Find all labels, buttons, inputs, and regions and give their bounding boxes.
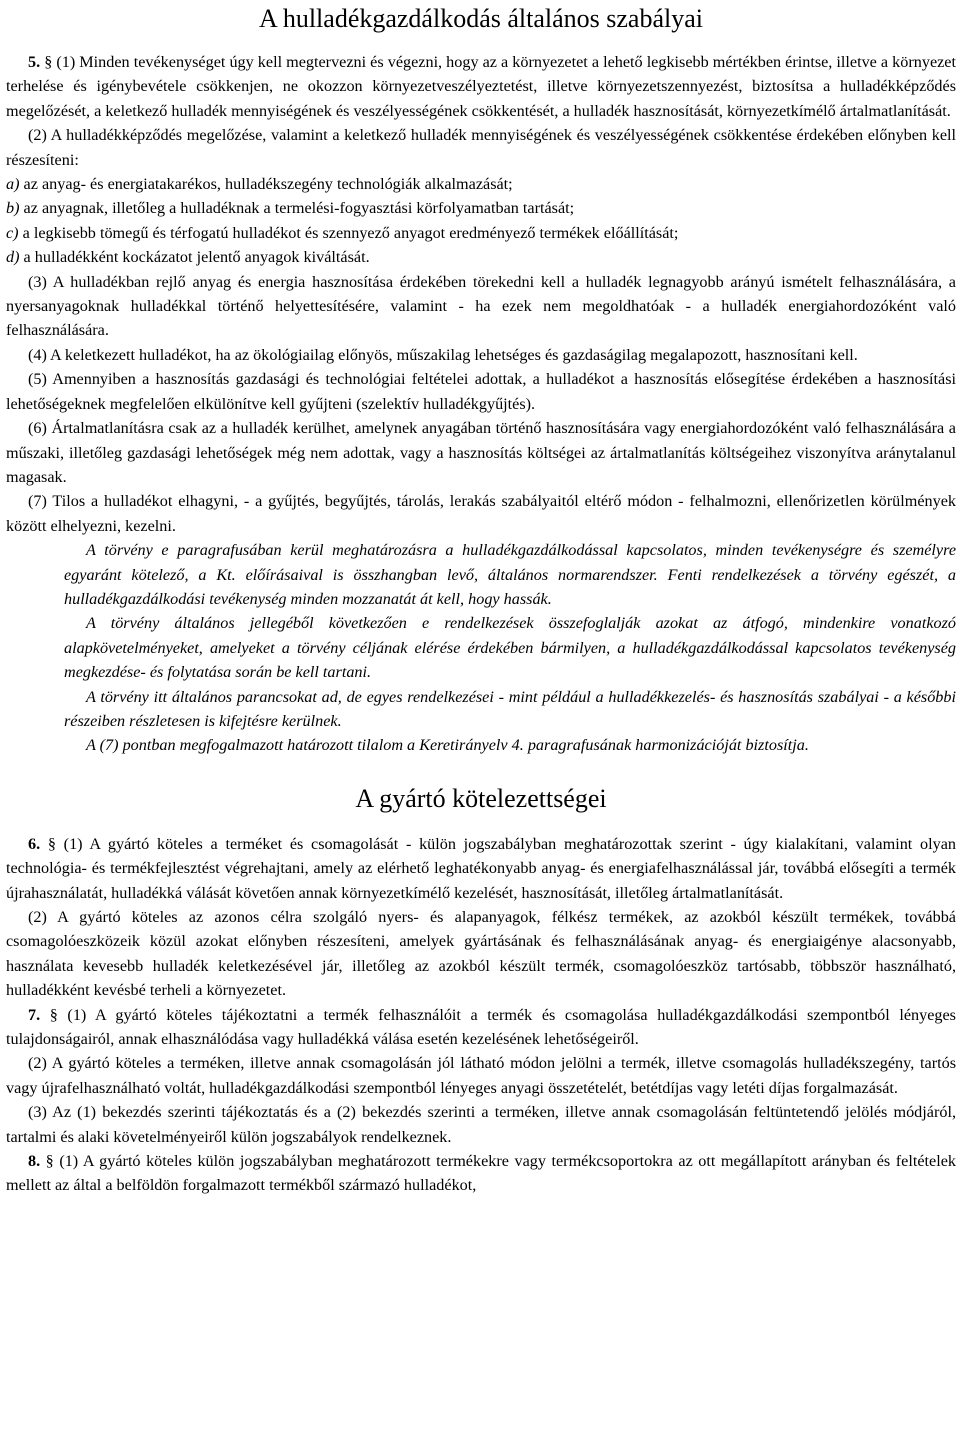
commentary-note: A (7) pontban megfogalmazott határozott tilalom a Keretirányelv 4. paragrafusának harmonizációját biztosítja. — [86, 736, 809, 755]
section-heading: A gyártó kötelezettségei — [355, 783, 607, 813]
paragraph-5-4: (4) A keletkezett hulladékot, ha az ökológiailag előnyös, műszakilag lehetséges és gazdaságilag megalapozott, hasznosítani kell. — [28, 345, 858, 364]
paragraph-8-1: 8. § (1) A gyártó köteles külön jogszabályban meghatározott termékekre vagy termékcsoportokra az ott megállapított arányban és feltételek mellett az által a belföldön forgalmazott termékből származó hulladékot, — [6, 1152, 956, 1195]
paragraph-5-3: (3) A hulladékban rejlő anyag és energia hasznosítása érdekében törekedni kell a hulladék legnagyobb arányú ismételt felhasználására, a nyersanyagoknak hulladékkal történő helyettesítésére, valamint - ha ezek nem megoldhatóak - a hulladék energiahordozóként való felhasználására. — [6, 272, 956, 340]
paragraph-6-2: (2) A gyártó köteles az azonos célra szolgáló nyers- és alapanyagok, félkész termékek, az azokból készült termékek, továbbá csomagolóeszközeik közül azokat előnyben részesíteni, amelyek gyártásának és felhasználásának anyag- és energiaigénye alacsonyabb, használata kevesebb hulladék keletkezésével jár, illetőleg az azokból készült termék, csomagolóeszköz tartósabb, többször használható, hulladékként kevésbé terheli a környezetet. — [6, 908, 956, 1000]
paragraph-7-2: (2) A gyártó köteles a terméken, illetve annak csomagolásán jól látható módon jelölni a termék, illetve csomagolás hulladékszegény, tartós vagy újrafelhasználható voltát, hulladékgazdálkodási szempontból lényeges anyagi összetételét, betétdíjas vagy letéti díjas forgalmazását. — [6, 1054, 956, 1097]
section-number: 8. — [28, 1152, 41, 1171]
section-number: 7. — [28, 1005, 41, 1024]
paragraph-5-6: (6) Ártalmatlanításra csak az a hulladék kerülhet, amelynek anyagában történő hasznosítására vagy energiahordozóként való felhasználására a műszaki, illetőleg gazdasági lehetőségek még nem adottak, vagy a hasznosítás költségei az ártalmatlanítás költségeihez viszonyítva aránytalanul magasak. — [6, 419, 956, 486]
paragraph-5-7: (7) Tilos a hulladékot elhagyni, - a gyűjtés, begyűjtés, tárolás, lerakás szabályaitól eltérő módon - felhalmozni, ellenőrizetlen körülmények között elhelyezni, kezelni. — [6, 492, 956, 535]
section-number: 6. — [28, 834, 41, 853]
paragraph-5-1: 5. § (1) Minden tevékenységet úgy kell megtervezni és végezni, hogy az a környezetet a lehető legkisebb mértékben érintse, illetve a környezet terhelése és igénybevétele csökkenjen, ne okozzon környezetveszélyeztetést, illetve környezetszennyezést, biztosítsa a hulladékképződés megelőzését, a keletkező hulladék mennyiségének és veszélyességének csökkentését, a hulladék hasznosítását, környezetkímélő ártalmatlanítását. — [6, 53, 956, 120]
paragraph-5-5: (5) Amennyiben a hasznosítás gazdasági és technológiai feltételei adottak, a hulladékot a hasznosítás elősegítése érdekében a hasznosítási lehetőségeknek megfelelően elkülönítve kell gyűjteni (szelektív hulladékgyűjtés). — [6, 370, 956, 413]
list-item: c) a legkisebb tömegű és térfogatú hulladékot és szennyező anyagot eredményező termékek előállítását; — [6, 223, 679, 242]
paragraph-7-1: 7. § (1) A gyártó köteles tájékoztatni a termék felhasználóit a termék és csomagolása hulladékgazdálkodási szempontból lényeges tulajdonságairól, annak elhasználódása vagy hulladékká válása esetén kezelésének lehetőségeiről. — [6, 1005, 956, 1049]
commentary-note: A törvény általános jellegéből következően e rendelkezések összefoglalják azokat az átfogó, mindenkire vonatkozó alapkövetelményeket, amelyeket a törvény céljának elérése érdekében bármilyen, a hulladékgazdálkodással kapcsolatos tevékenység megkezdése- és folytatása során be kell tartani. — [64, 614, 956, 682]
paragraph-6-1: 6. § (1) A gyártó köteles a terméket és csomagolását - külön jogszabályban meghatározottak szerint - úgy kialakítani, valamint olyan technológia- és termékfejlesztést végrehajtani, amely az elérhető leghatékonyabb anyag- és energiafelhasználással jár, továbbá elősegíti a termék újrahasználatát, hulladékká válását követően annak környezetkímélő kezelését, hasznosítását, illetőleg ártalmatlanítását. — [6, 834, 956, 902]
list-item: d) a hulladékként kockázatot jelentő anyagok kiváltását. — [6, 248, 370, 267]
commentary-note: A törvény itt általános parancsokat ad, de egyes rendelkezései - mint például a hulladékkezelés- és hasznosítás szabályai - a későbbi részeiben részletesen is kifejtésre kerülnek. — [64, 687, 956, 730]
list-item: b) az anyagnak, illetőleg a hulladéknak a termelési-fogyasztási körfolyamatban tartását; — [6, 199, 575, 218]
section-number: 5. — [28, 53, 41, 71]
section-heading: A hulladékgazdálkodás általános szabályai — [258, 4, 703, 33]
paragraph-7-3: (3) Az (1) bekezdés szerinti tájékoztatás és a (2) bekezdés szerinti a terméken, illetve annak csomagolásán feltüntetendő jelölés módjáról, tartalmi és alaki követelményeiről külön jogszabályok rendelkeznek. — [6, 1103, 956, 1146]
paragraph-5-2: (2) A hulladékképződés megelőzése, valamint a keletkező hulladék mennyiségének és veszélyességének csökkentése érdekében előnyben kell részesíteni: — [6, 126, 956, 169]
list-item: a) az anyag- és energiatakarékos, hulladékszegény technológiák alkalmazását; — [6, 175, 513, 194]
commentary-note: A törvény e paragrafusában kerül meghatározásra a hulladékgazdálkodással kapcsolatos, minden tevékenységre és személyre egyaránt kötelező, a Kt. előírásaival is összhangban levő, általános normarendszer. Fenti rendelkezések a törvény egészét, a hulladékgazdálkodási tevékenység minden mozzanatát át kell, hogy hassák. — [64, 541, 956, 608]
